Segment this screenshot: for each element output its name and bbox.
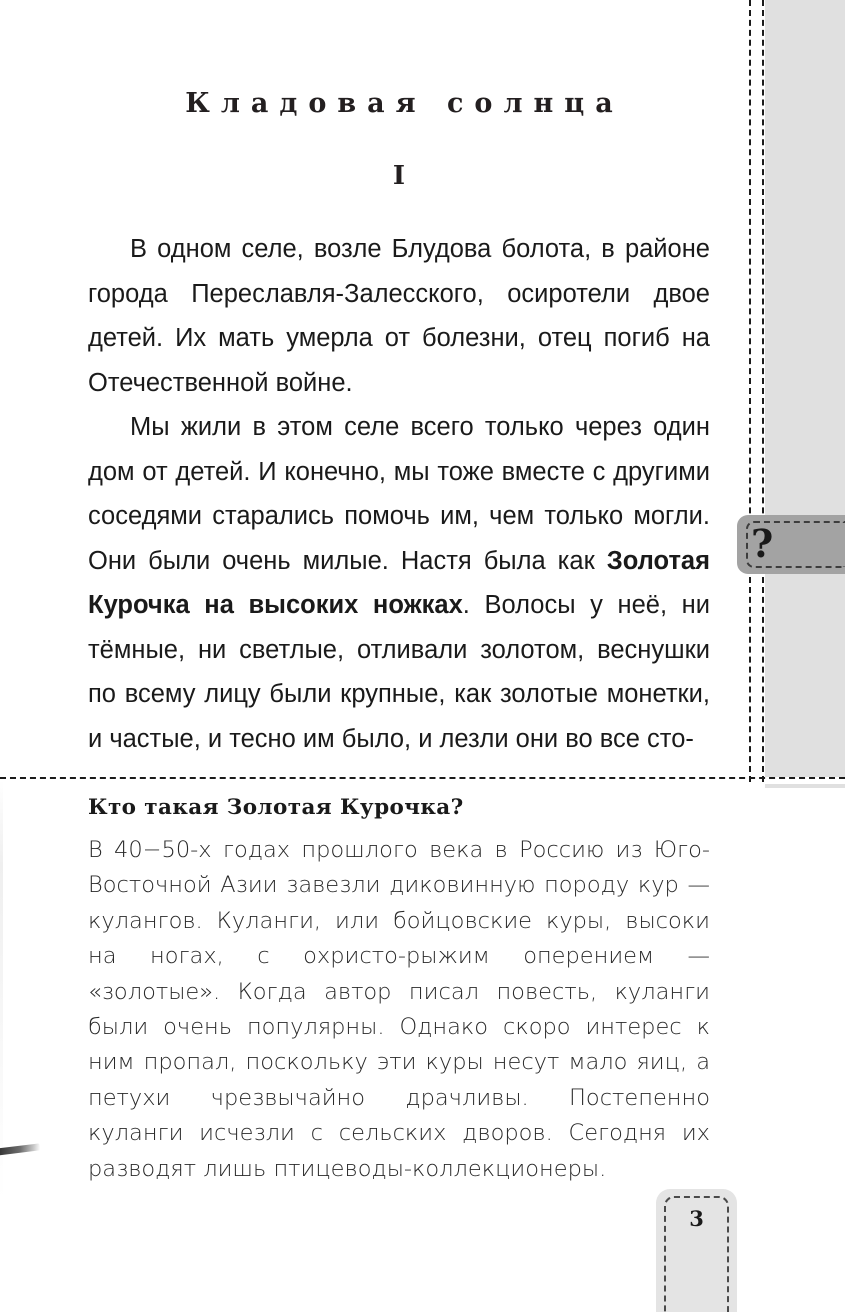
- scan-edge-band: [0, 780, 3, 1200]
- info-block-body: В 40−50-х годах прошлого века в Россию из Юго-Восточной Азии завезли диковинную породу кур — кулангов. Куланги, или бойцовские куры, высоки на ногах, с охристо-рыжим оперением — «золотые». Когда автор писал повесть, куланги были очень популярны. Однако скоро интерес к ним пропал, поскольку эти куры несут мало яиц, а петухи чрезвычайно драчливы. Постепенно куланги исчезли с сельских дворов. Сегодня их разводят лишь птицеводы-коллекционеры.: [88, 837, 710, 1182]
- section-marker: I: [392, 161, 406, 191]
- side-margin-panel-lower: [765, 784, 845, 788]
- question-tab[interactable]: [737, 515, 845, 574]
- paragraph-tail-text: . Волосы у неё, ни тёмные, ни светлые, отливали золотом, веснушки по всему лицу были крупные, как золотые монетки, и частые, и тесно им было, и лезли они во все сто-: [88, 591, 710, 753]
- info-block: [88, 795, 710, 1187]
- paragraph-lead-text: Мы жили в этом селе всего только через один дом от детей. И конечно, мы тоже вместе с другими соседями старались помочь им, чем только могли. Они были очень милые. Настя была как: [88, 413, 710, 575]
- side-margin-panel: [765, 0, 845, 777]
- info-block-heading: Кто такая Золотая Курочка?: [88, 795, 464, 820]
- page-title: Кладовая солнца: [185, 88, 624, 119]
- dashed-guide-line-inner: [762, 0, 764, 782]
- scan-edge-curl: [0, 1143, 40, 1155]
- dashed-divider: [0, 777, 845, 779]
- question-mark-icon: ?: [751, 520, 774, 566]
- story-paragraph-1: В одном селе, возле Блудова болота, в районе города Переславля-Залесского, осиротели двое детей. Их мать умерла от болезни, отец погиб на Отечественной войне.: [88, 235, 710, 397]
- page-number: 3: [689, 1206, 704, 1231]
- page-number-box: [656, 1189, 737, 1312]
- story-paragraph-2: [88, 405, 710, 761]
- story-column: [88, 88, 710, 761]
- paragraph-bold-phrase: Золотая Курочка на высоких ножках: [88, 546, 710, 619]
- dashed-guide-line-outer: [749, 0, 751, 782]
